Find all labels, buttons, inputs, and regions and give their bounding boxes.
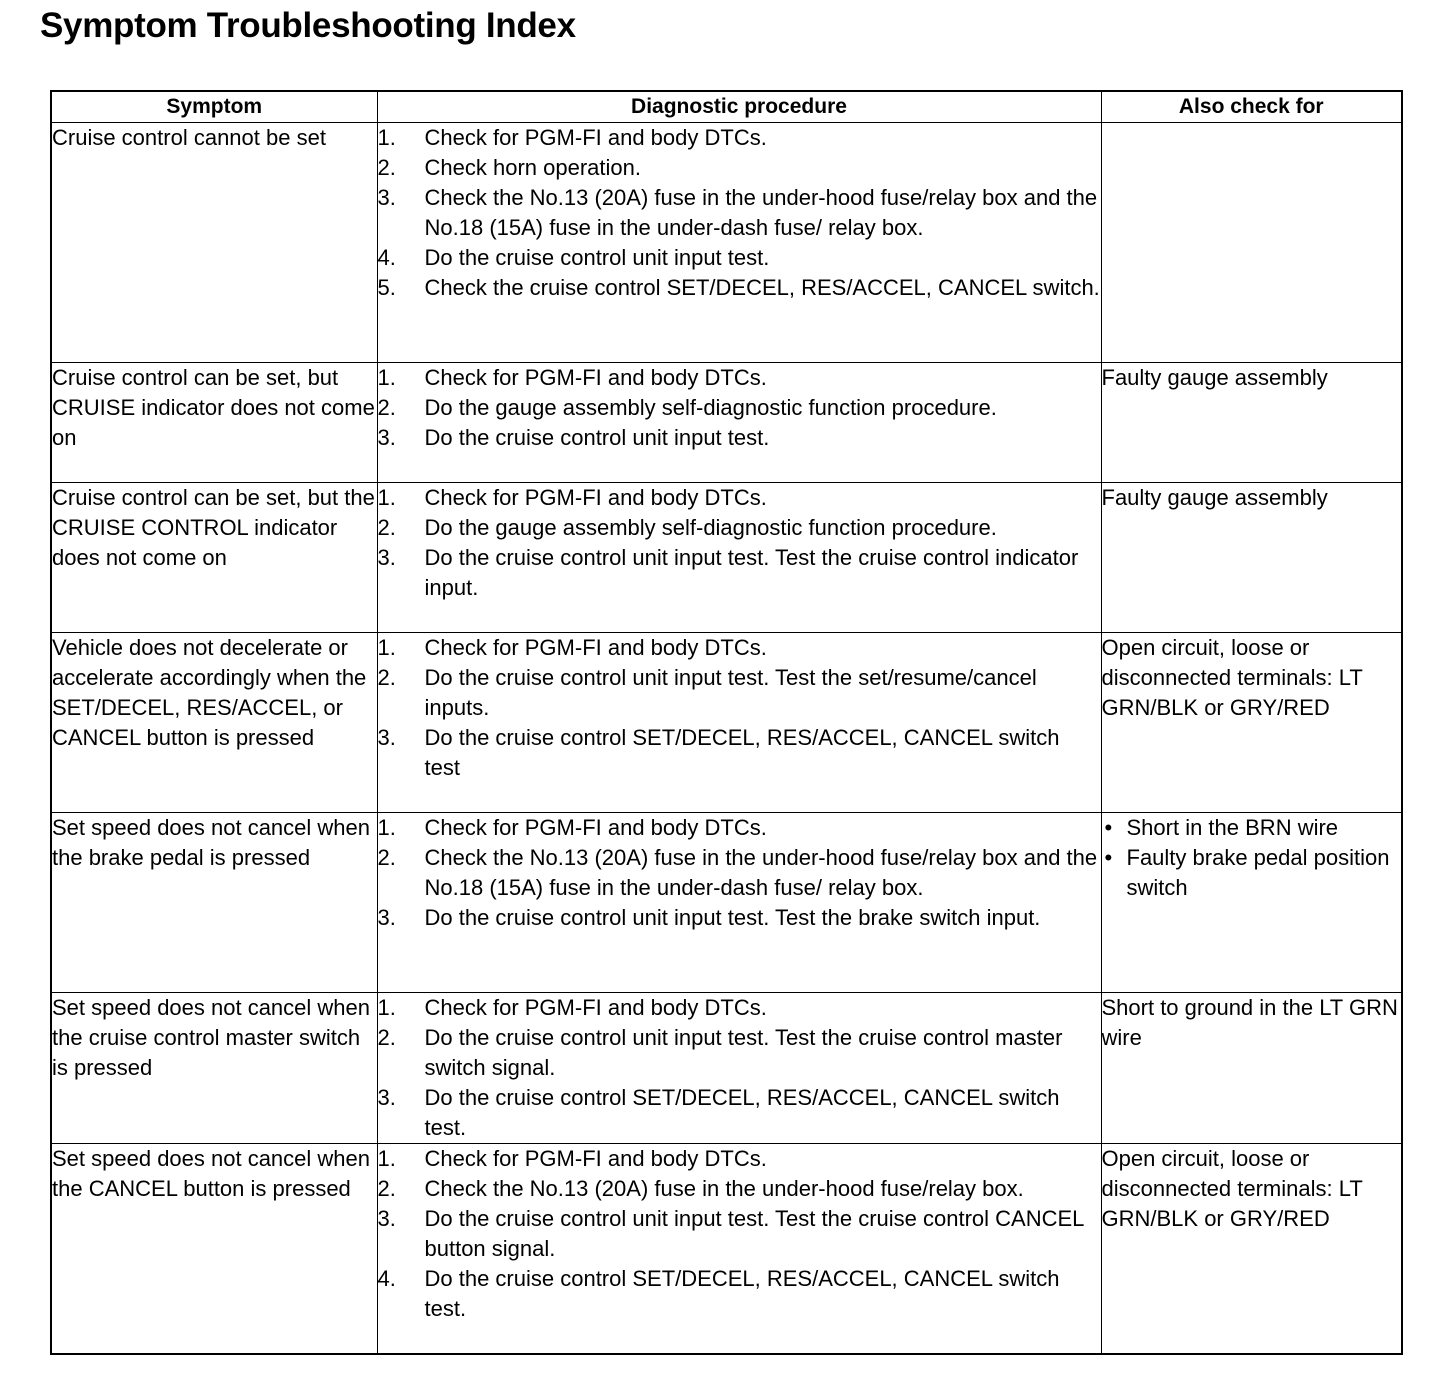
step-number: 2. [377, 1176, 396, 1201]
procedure-step [378, 1174, 1101, 1204]
step-text: Check for PGM-FI and body DTCs. [424, 815, 767, 840]
step-text: Do the cruise control unit input test. [424, 245, 770, 270]
page-title: Symptom Troubleshooting Index [40, 6, 576, 45]
step-number: 3. [377, 1085, 396, 1110]
procedure-step [378, 423, 1101, 453]
step-number: 3. [377, 545, 396, 570]
procedure-cell [377, 633, 1101, 813]
also-check-cell [1101, 123, 1402, 363]
procedure-cell [377, 123, 1101, 363]
also-check-cell [1101, 813, 1402, 993]
step-number: 1. [377, 1146, 396, 1171]
also-check-list [1102, 813, 1402, 903]
step-number: 1. [377, 485, 396, 510]
table-row [51, 813, 1402, 993]
step-text: Check the No.13 (20A) fuse in the under-hood fuse/relay box and the No.18 (15A) fuse in the under-dash fuse/ relay box. [424, 185, 1098, 240]
also-check-cell [1101, 363, 1402, 483]
also-check-cell [1101, 483, 1402, 633]
procedure-steps [378, 1144, 1101, 1324]
table-body [51, 123, 1402, 1354]
step-text: Check the cruise control SET/DECEL, RES/ACCEL, CANCEL switch. [424, 275, 1100, 300]
step-text: Do the cruise control unit input test. Test the set/resume/cancel inputs. [424, 665, 1037, 720]
procedure-step [378, 1083, 1101, 1143]
procedure-step [378, 1144, 1101, 1174]
table-header-row [51, 91, 1402, 123]
procedure-step [378, 1204, 1101, 1264]
also-check-item: • Faulty brake pedal position switch [1102, 843, 1402, 903]
table-row [51, 123, 1402, 363]
step-text: Do the cruise control unit input test. Test the cruise control master switch signal. [424, 1025, 1063, 1080]
also-check-text: Short to ground in the LT GRN wire [1101, 995, 1398, 1050]
also-check-cell [1101, 633, 1402, 813]
symptom-cell: Set speed does not cancel when the CANCEL button is pressed [51, 1144, 377, 1354]
step-number: 1. [377, 815, 396, 840]
step-text: Do the cruise control unit input test. Test the cruise control indicator input. [424, 545, 1079, 600]
symptom-cell: Cruise control can be set, but CRUISE indicator does not come on [51, 363, 377, 483]
procedure-step [378, 273, 1101, 303]
step-number: 3. [377, 425, 396, 450]
procedure-steps [378, 633, 1101, 783]
symptom-cell: Set speed does not cancel when the cruise control master switch is pressed [51, 993, 377, 1144]
step-text: Do the cruise control unit input test. [424, 425, 770, 450]
step-text: Check for PGM-FI and body DTCs. [424, 995, 767, 1020]
step-number: 2. [377, 515, 396, 540]
step-text: Check for PGM-FI and body DTCs. [424, 1146, 767, 1171]
procedure-cell [377, 1144, 1101, 1354]
step-text: Do the gauge assembly self-diagnostic function procedure. [424, 515, 997, 540]
procedure-step [378, 153, 1101, 183]
procedure-step [378, 903, 1101, 933]
step-number: 2. [377, 1025, 396, 1050]
step-number: 1. [377, 635, 396, 660]
procedure-step [378, 1023, 1101, 1083]
procedure-cell [377, 483, 1101, 633]
also-check-text: Open circuit, loose or disconnected terminals: LT GRN/BLK or GRY/RED [1101, 635, 1363, 720]
step-text: Do the cruise control SET/DECEL, RES/ACCEL, CANCEL switch test. [424, 1085, 1060, 1140]
table-row [51, 363, 1402, 483]
procedure-steps [378, 813, 1101, 933]
table-row [51, 483, 1402, 633]
step-text: Check for PGM-FI and body DTCs. [424, 125, 767, 150]
step-number: 2. [377, 845, 396, 870]
procedure-step [378, 513, 1101, 543]
symptom-cell: Cruise control cannot be set [51, 123, 377, 363]
procedure-step [378, 633, 1101, 663]
table-row [51, 1144, 1402, 1354]
procedure-step [378, 123, 1101, 153]
procedure-cell [377, 363, 1101, 483]
step-text: Do the cruise control SET/DECEL, RES/ACCEL, CANCEL switch test. [424, 1266, 1060, 1321]
step-text: Check the No.13 (20A) fuse in the under-hood fuse/relay box and the No.18 (15A) fuse in the under-dash fuse/ relay box. [424, 845, 1098, 900]
also-check-cell [1101, 1144, 1402, 1354]
step-text: Do the cruise control SET/DECEL, RES/ACCEL, CANCEL switch test [424, 725, 1060, 780]
step-number: 3. [377, 905, 396, 930]
procedure-steps [378, 483, 1101, 603]
step-number: 4. [377, 245, 396, 270]
column-header-also-check-for: Also check for [1101, 91, 1402, 123]
step-number: 2. [377, 155, 396, 180]
step-number: 3. [377, 1206, 396, 1231]
procedure-step [378, 543, 1101, 603]
procedure-cell [377, 993, 1101, 1144]
also-check-cell [1101, 993, 1402, 1144]
symptom-cell: Set speed does not cancel when the brake pedal is pressed [51, 813, 377, 993]
step-number: 2. [377, 665, 396, 690]
step-number: 1. [377, 365, 396, 390]
column-header-diagnostic-procedure: Diagnostic procedure [377, 91, 1101, 123]
procedure-steps [378, 363, 1101, 453]
procedure-step [378, 723, 1101, 783]
step-text: Do the cruise control unit input test. Test the cruise control CANCEL button signal. [424, 1206, 1084, 1261]
troubleshooting-table [50, 90, 1403, 1355]
procedure-step [378, 663, 1101, 723]
procedure-step [378, 843, 1101, 903]
symptom-cell: Vehicle does not decelerate or accelerate accordingly when the SET/DECEL, RES/ACCEL, or CANCEL button is pressed [51, 633, 377, 813]
step-text: Check horn operation. [424, 155, 641, 180]
step-number: 3. [377, 725, 396, 750]
step-text: Check for PGM-FI and body DTCs. [424, 365, 767, 390]
step-number: 3. [377, 185, 396, 210]
step-text: Do the cruise control unit input test. Test the brake switch input. [424, 905, 1041, 930]
step-number: 1. [377, 125, 396, 150]
procedure-step [378, 483, 1101, 513]
step-text: Check for PGM-FI and body DTCs. [424, 485, 767, 510]
table-row [51, 993, 1402, 1144]
step-text: Check for PGM-FI and body DTCs. [424, 635, 767, 660]
also-check-text: Faulty gauge assembly [1101, 485, 1328, 510]
step-text: Do the gauge assembly self-diagnostic function procedure. [424, 395, 997, 420]
procedure-cell [377, 813, 1101, 993]
also-check-text: Faulty gauge assembly [1101, 365, 1328, 390]
procedure-step [378, 243, 1101, 273]
column-header-symptom: Symptom [51, 91, 377, 123]
step-text: Check the No.13 (20A) fuse in the under-hood fuse/relay box. [424, 1176, 1024, 1201]
procedure-step [378, 813, 1101, 843]
symptom-cell: Cruise control can be set, but the CRUISE CONTROL indicator does not come on [51, 483, 377, 633]
table-row [51, 633, 1402, 813]
procedure-steps [378, 993, 1101, 1143]
step-number: 4. [377, 1266, 396, 1291]
procedure-step [378, 993, 1101, 1023]
procedure-steps [378, 123, 1101, 303]
also-check-item: • Short in the BRN wire [1102, 813, 1402, 843]
step-number: 2. [377, 395, 396, 420]
procedure-step [378, 183, 1101, 243]
also-check-text: Open circuit, loose or disconnected terminals: LT GRN/BLK or GRY/RED [1101, 1146, 1363, 1231]
step-number: 1. [377, 995, 396, 1020]
procedure-step [378, 363, 1101, 393]
procedure-step [378, 1264, 1101, 1324]
step-number: 5. [377, 275, 396, 300]
procedure-step [378, 393, 1101, 423]
